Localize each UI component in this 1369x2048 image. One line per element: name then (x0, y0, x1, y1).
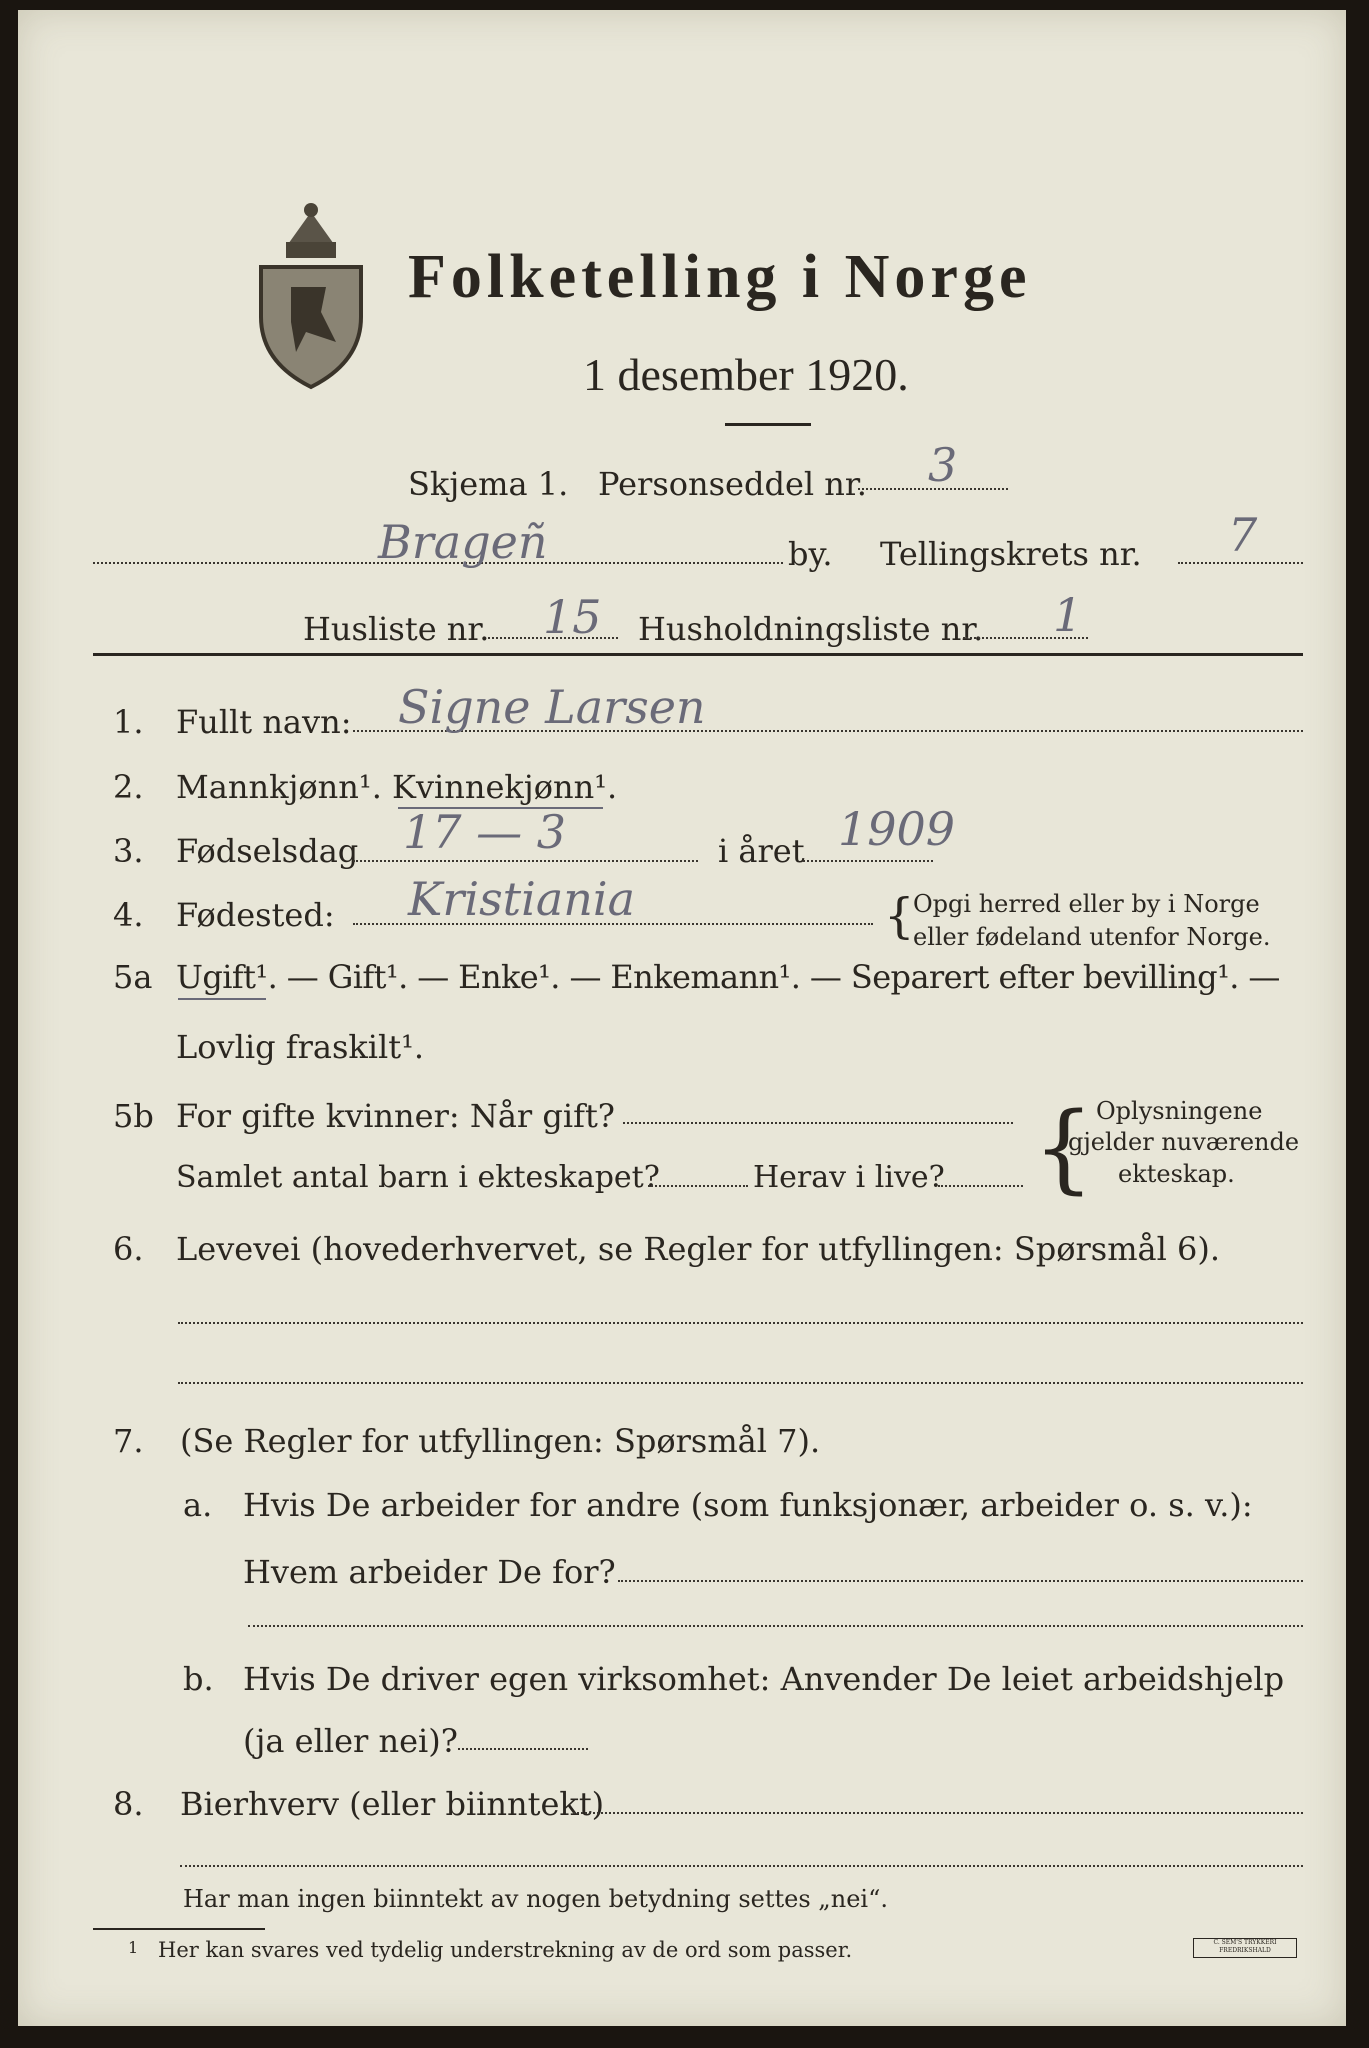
q2-number: 2. (113, 768, 144, 806)
q5b-number: 5b (113, 1097, 154, 1135)
q7b-line-2: (ja eller nei)? (243, 1722, 458, 1760)
aret-label: i året (718, 832, 805, 870)
q5a-number: 5a (113, 958, 153, 996)
q5b-line-2a: Samlet antal barn i ekteskapet? (176, 1160, 660, 1195)
personseddel-label: Personseddel nr. (598, 465, 867, 503)
husliste-label: Husliste nr. (303, 610, 490, 648)
personseddel-value: 3 (928, 438, 958, 492)
q5b-line-1: For gifte kvinner: Når gift? (176, 1097, 615, 1135)
norway-coat-of-arms-icon (246, 192, 376, 392)
tellingskrets-label: Tellingskrets nr. (880, 535, 1142, 573)
census-date: 1 desember 1920. (583, 349, 909, 400)
q3-number: 3. (113, 832, 144, 870)
birthplace-note-1: Opgi herred eller by i Norge (913, 890, 1260, 918)
q1-number: 1. (113, 703, 144, 741)
occupation-field-2[interactable] (178, 1382, 1303, 1384)
full-name-value: Signe Larsen (398, 680, 706, 734)
side-income-field-1[interactable] (573, 1812, 1303, 1814)
employer-field-1[interactable] (618, 1580, 1303, 1582)
header-rule (93, 653, 1303, 656)
q8-label: Bierhverv (eller biinntekt) (180, 1785, 605, 1823)
q7b-line-1: Hvis De driver egen virksomhet: Anvender De leiet arbeidshjelp (243, 1660, 1285, 1698)
birthday-field[interactable] (353, 860, 698, 862)
employer-field-2[interactable] (248, 1625, 1303, 1627)
tellingskrets-field[interactable] (1178, 562, 1303, 564)
husholdning-value: 1 (1053, 588, 1083, 642)
q7-label: (Se Regler for utfyllingen: Spørsmål 7). (180, 1422, 821, 1460)
q3-label: Fødselsdag (176, 832, 359, 870)
q5b-line-2b: Herav i live? (753, 1160, 945, 1195)
q7a-line-2: Hvem arbeider De for? (243, 1553, 616, 1591)
q5a-line-2: Lovlig fraskilt¹. (176, 1028, 425, 1066)
children-field[interactable] (648, 1185, 748, 1187)
q4-number: 4. (113, 896, 144, 934)
tellingskrets-value: 7 (1228, 508, 1258, 562)
printer-stamp: C. SEM'S TRYKKERI FREDRIKSHALD (1193, 1938, 1297, 1958)
birthplace-value: Kristiania (408, 872, 636, 926)
footnote-rule (93, 1928, 265, 1930)
birthday-value: 17 — 3 (403, 805, 567, 859)
city-value: Brageñ (378, 515, 548, 569)
hired-help-field[interactable] (458, 1748, 588, 1750)
q7a-letter: a. (183, 1486, 213, 1524)
q8-number: 8. (113, 1785, 144, 1823)
occupation-field-1[interactable] (178, 1322, 1303, 1324)
q7b-letter: b. (183, 1660, 214, 1698)
q4-label: Fødested: (176, 896, 335, 934)
footnote-text: Her kan svares ved tydelig understrekning av de ord som passer. (158, 1938, 853, 1962)
side-income-field-2[interactable] (180, 1865, 1303, 1867)
q5a-line-1: Ugift¹. — Gift¹. — Enke¹. — Enkemann¹. — Separert efter bevilling¹. — (176, 958, 1280, 996)
alive-field[interactable] (938, 1185, 1023, 1187)
form-title: Folketelling i Norge (408, 243, 1032, 311)
marriage-note-1: Oplysningene (1096, 1097, 1263, 1125)
marriage-brace: { (1033, 1092, 1095, 1204)
footnote-mark: 1 (128, 1938, 139, 1957)
birth-year-value: 1909 (838, 802, 956, 856)
married-when-field[interactable] (623, 1122, 1013, 1124)
by-label: by. (788, 535, 833, 573)
no-income-note: Har man ingen biinntekt av nogen betydning settes „nei“. (183, 1885, 888, 1913)
q6-number: 6. (113, 1230, 144, 1268)
title-divider (725, 423, 811, 426)
census-form (18, 10, 1346, 2026)
birth-year-field[interactable] (803, 860, 933, 862)
husliste-value: 15 (543, 590, 602, 644)
marriage-note-2: gjelder nuværende (1068, 1128, 1300, 1156)
skjema-label: Skjema 1. (408, 465, 569, 503)
birthplace-note-2: eller fødeland utenfor Norge. (913, 923, 1271, 951)
husholdning-label: Husholdningsliste nr. (638, 610, 984, 648)
q7a-line-1: Hvis De arbeider for andre (som funksjonær, arbeider o. s. v.): (243, 1486, 1253, 1524)
ugift-underline (178, 998, 266, 1000)
q2-label: Mannkjønn¹. Kvinnekjønn¹. (176, 768, 618, 806)
q7-number: 7. (113, 1422, 144, 1460)
marriage-note-3: ekteskap. (1118, 1160, 1235, 1188)
q6-label: Levevei (hovederhvervet, se Regler for utfyllingen: Spørsmål 6). (176, 1230, 1221, 1268)
birthplace-brace: { (884, 888, 915, 944)
q1-label: Fullt navn: (176, 703, 352, 741)
